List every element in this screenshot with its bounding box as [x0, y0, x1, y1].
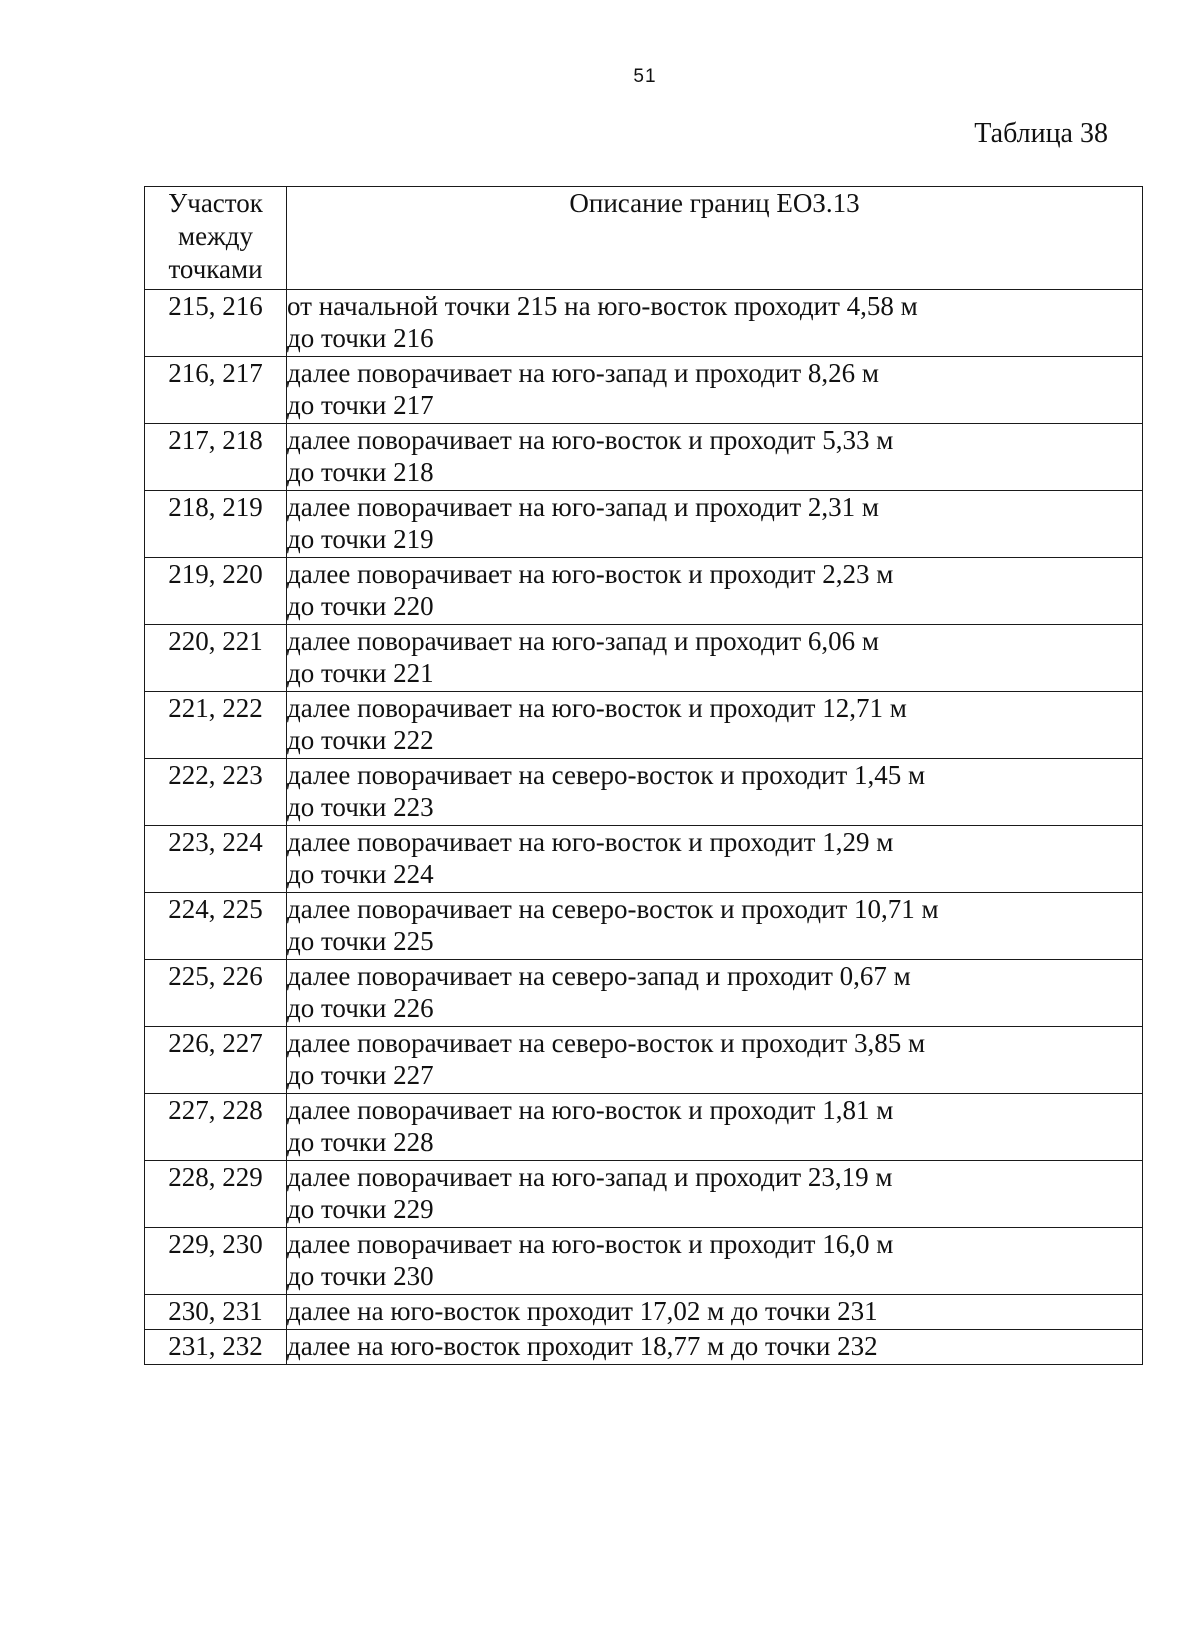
segment-cell: 226, 227 — [145, 1027, 287, 1094]
description-cell — [287, 960, 1143, 1027]
description-cell — [287, 759, 1143, 826]
segment-cell: 215, 216 — [145, 290, 287, 357]
description-cell — [287, 1330, 1143, 1365]
description-line: до точки 229 — [287, 1194, 434, 1224]
segment-cell: 218, 219 — [145, 491, 287, 558]
description-cell — [287, 558, 1143, 625]
table-row — [145, 893, 1143, 960]
description-line: до точки 223 — [287, 792, 434, 822]
table-row — [145, 1027, 1143, 1094]
segment-cell: 227, 228 — [145, 1094, 287, 1161]
description-cell — [287, 893, 1143, 960]
description-line: до точки 225 — [287, 926, 434, 956]
description-line: далее поворачивает на северо-восток и проходит 10,71 м — [287, 894, 939, 924]
segment-cell: 223, 224 — [145, 826, 287, 893]
description-line: до точки 227 — [287, 1060, 434, 1090]
table-body — [145, 290, 1143, 1365]
description-cell — [287, 692, 1143, 759]
table-row — [145, 491, 1143, 558]
table-row — [145, 558, 1143, 625]
segment-cell: 220, 221 — [145, 625, 287, 692]
description-cell — [287, 290, 1143, 357]
description-cell — [287, 826, 1143, 893]
description-line: далее поворачивает на юго-восток и проходит 12,71 м — [287, 693, 907, 723]
description-cell — [287, 625, 1143, 692]
segment-cell: 228, 229 — [145, 1161, 287, 1228]
table-header-row — [145, 187, 1143, 290]
description-cell — [287, 357, 1143, 424]
table-row — [145, 960, 1143, 1027]
description-line: далее поворачивает на юго-восток и проходит 2,23 м — [287, 559, 894, 589]
table-row — [145, 1161, 1143, 1228]
column-header-segment-line: между — [178, 221, 253, 251]
table-row — [145, 759, 1143, 826]
description-cell — [287, 1027, 1143, 1094]
description-cell — [287, 1161, 1143, 1228]
description-line: до точки 228 — [287, 1127, 434, 1157]
description-line: до точки 222 — [287, 725, 434, 755]
boundary-table — [144, 186, 1143, 1365]
description-line: далее поворачивает на юго-запад и проходит 8,26 м — [287, 358, 879, 388]
table-row — [145, 357, 1143, 424]
table-row — [145, 1295, 1143, 1330]
column-header-description: Описание границ ЕОЗ.13 — [287, 187, 1143, 290]
table-row — [145, 424, 1143, 491]
table-caption: Таблица 38 — [974, 118, 1108, 149]
segment-cell: 222, 223 — [145, 759, 287, 826]
segment-cell: 230, 231 — [145, 1295, 287, 1330]
description-line: далее поворачивает на юго-восток и проходит 16,0 м — [287, 1229, 894, 1259]
description-line: далее поворачивает на юго-запад и проходит 2,31 м — [287, 492, 879, 522]
description-line: далее поворачивает на юго-запад и проходит 6,06 м — [287, 626, 879, 656]
table-row — [145, 1094, 1143, 1161]
table-row — [145, 290, 1143, 357]
segment-cell: 231, 232 — [145, 1330, 287, 1365]
description-line: далее поворачивает на северо-восток и проходит 1,45 м — [287, 760, 926, 790]
description-line: далее поворачивает на юго-восток и проходит 1,29 м — [287, 827, 894, 857]
segment-cell: 216, 217 — [145, 357, 287, 424]
description-cell — [287, 1228, 1143, 1295]
description-line: до точки 219 — [287, 524, 434, 554]
table-row — [145, 1330, 1143, 1365]
description-line: до точки 224 — [287, 859, 434, 889]
column-header-segment-line: точками — [168, 254, 263, 284]
description-cell — [287, 1094, 1143, 1161]
description-line: до точки 226 — [287, 993, 434, 1023]
description-cell — [287, 1295, 1143, 1330]
description-line: далее на юго-восток проходит 17,02 м до точки 231 — [287, 1296, 878, 1326]
description-line: от начальной точки 215 на юго-восток проходит 4,58 м — [287, 291, 918, 321]
description-line: до точки 217 — [287, 390, 434, 420]
description-line: далее поворачивает на северо-запад и проходит 0,67 м — [287, 961, 911, 991]
description-line: до точки 218 — [287, 457, 434, 487]
description-line: до точки 221 — [287, 658, 434, 688]
segment-cell: 225, 226 — [145, 960, 287, 1027]
description-line: далее на юго-восток проходит 18,77 м до точки 232 — [287, 1331, 878, 1361]
column-header-segment-line: Участок — [168, 188, 263, 218]
segment-cell: 224, 225 — [145, 893, 287, 960]
table-row — [145, 826, 1143, 893]
segment-cell: 229, 230 — [145, 1228, 287, 1295]
description-cell — [287, 491, 1143, 558]
table-row — [145, 1228, 1143, 1295]
description-line: до точки 220 — [287, 591, 434, 621]
segment-cell: 217, 218 — [145, 424, 287, 491]
description-cell — [287, 424, 1143, 491]
segment-cell: 221, 222 — [145, 692, 287, 759]
table-row — [145, 625, 1143, 692]
description-line: далее поворачивает на юго-запад и проходит 23,19 м — [287, 1162, 893, 1192]
description-line: далее поворачивает на юго-восток и проходит 1,81 м — [287, 1095, 894, 1125]
description-line: далее поворачивает на северо-восток и проходит 3,85 м — [287, 1028, 926, 1058]
description-line: далее поворачивает на юго-восток и проходит 5,33 м — [287, 425, 894, 455]
page-number: 51 — [633, 66, 657, 87]
segment-cell: 219, 220 — [145, 558, 287, 625]
column-header-segment — [145, 187, 287, 290]
description-line: до точки 216 — [287, 323, 434, 353]
description-line: до точки 230 — [287, 1261, 434, 1291]
table-row — [145, 692, 1143, 759]
